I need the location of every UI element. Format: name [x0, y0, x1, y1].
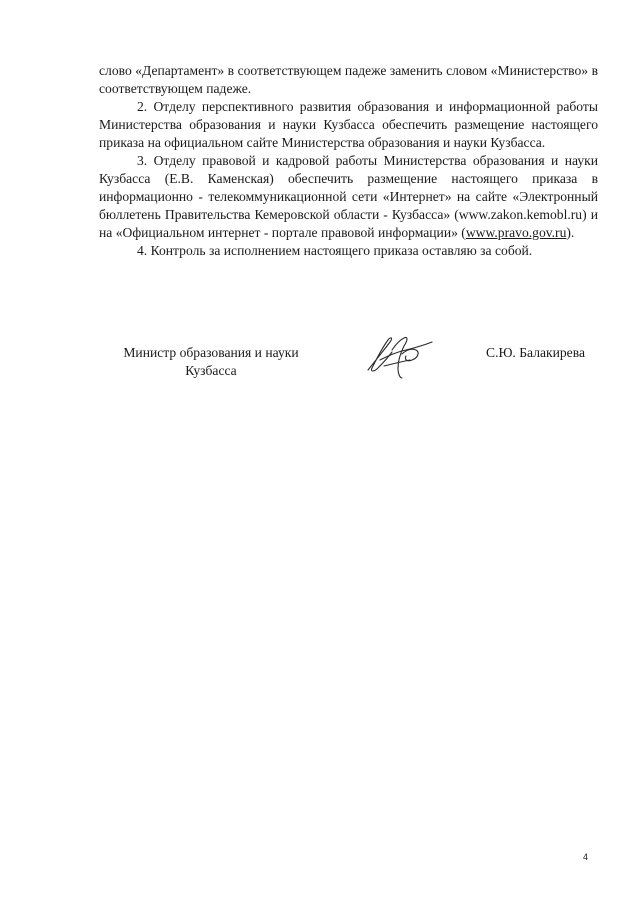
paragraph-4: 4. Контроль за исполнением настоящего приказа оставляю за собой. — [137, 243, 533, 258]
pravo-gov-link[interactable]: www.pravo.gov.ru — [465, 225, 567, 240]
handwritten-signature — [362, 330, 434, 382]
paragraph-3-text: 3. Отделу правовой и кадровой работы Министерства образования и науки Кузбасса (Е.В. Каменская) обеспечить размещение настоящего приказа в информационно - телекоммуникационной сети «Интернет» на сайте «Электронный бюллетень Правительства Кемеровской области - Кузбасса» (www.zakon.kemobl.ru) и на «Официальном интернет - портале правовой информации» ( — [99, 153, 598, 240]
paragraph-1-continuation: слово «Департамент» в соответствующем падеже заменить словом «Министерство» в соответствующем падеже. — [99, 63, 598, 96]
paragraph-3 — [99, 152, 598, 242]
document-body — [99, 62, 598, 260]
paragraph-3-end: ). — [566, 225, 575, 240]
page-number: 4 — [583, 852, 589, 862]
signatory-name: С.Ю. Балакирева — [486, 345, 585, 360]
paragraph-2: 2. Отделу перспективного развития образования и информационной работы Министерства образования и науки Кузбасса обеспечить размещение настоящего приказа на официальном сайте Министерства образования и науки Кузбасса. — [99, 99, 598, 150]
signatory-position — [104, 344, 318, 380]
signatory-position-line-1: Министр образования и науки — [123, 345, 299, 360]
signatory-position-line-2: Кузбасса — [185, 363, 237, 378]
